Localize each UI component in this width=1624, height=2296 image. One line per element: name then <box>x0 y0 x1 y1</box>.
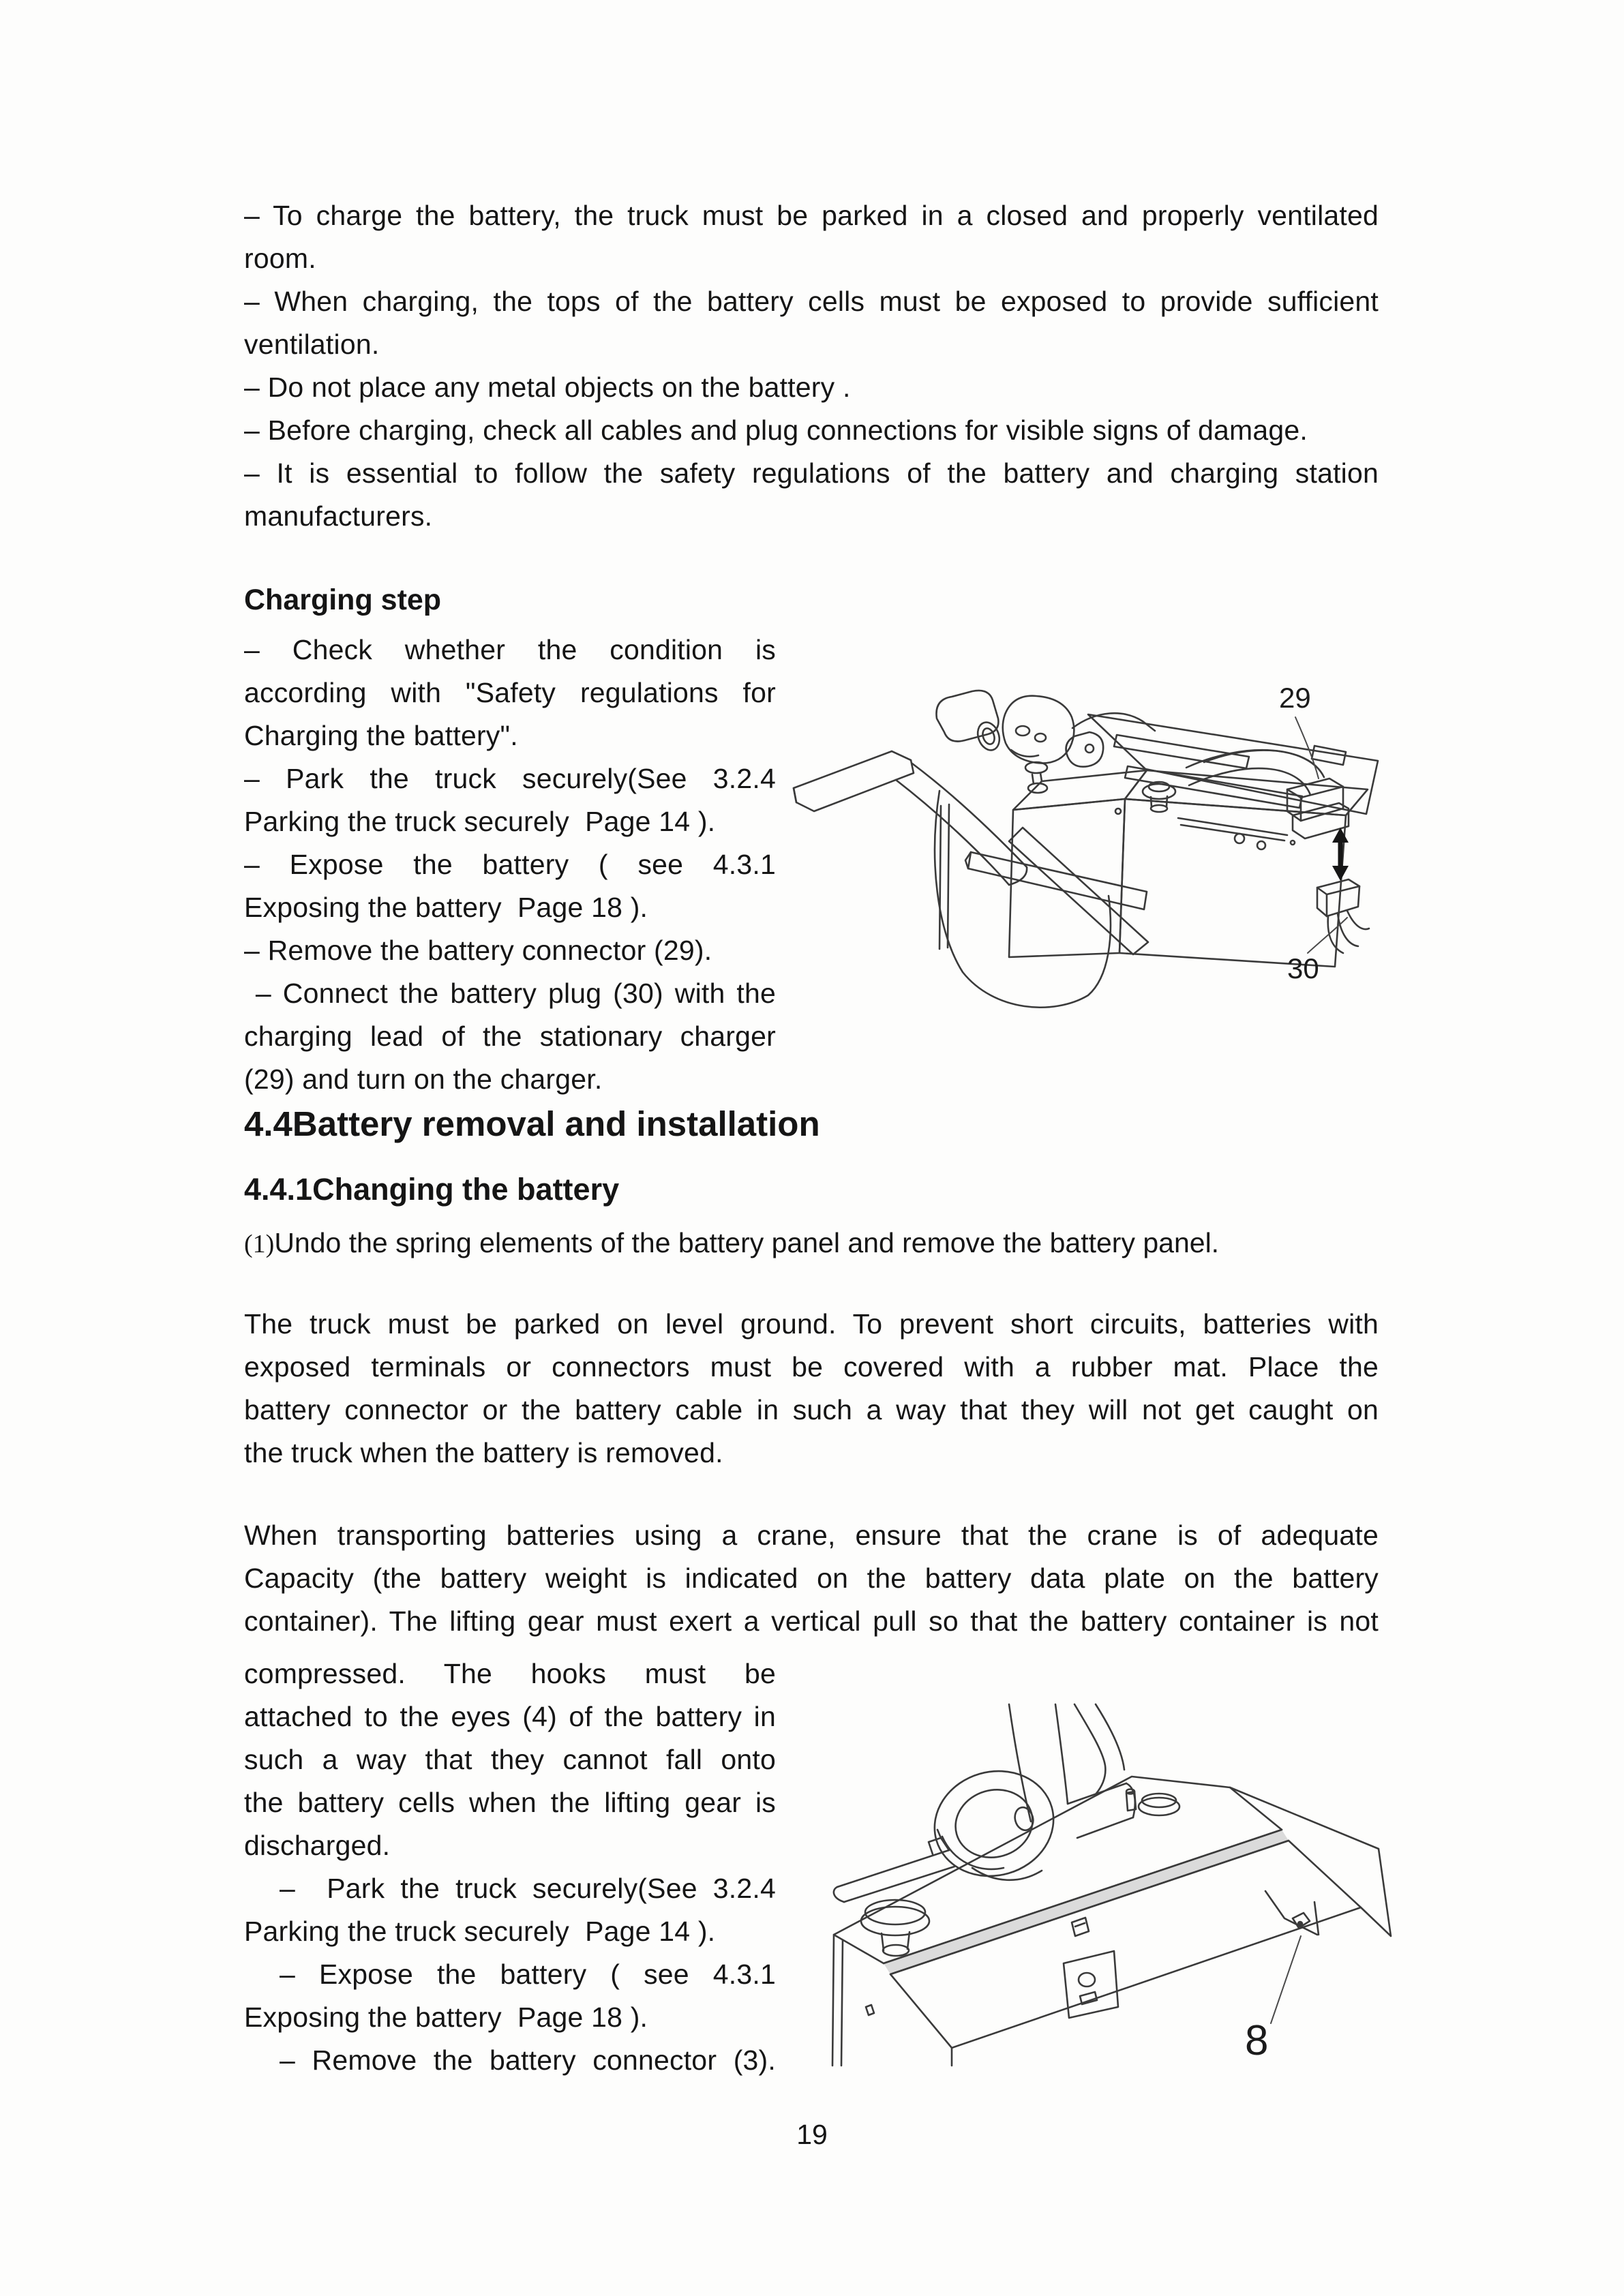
text-line: charging lead of the stationary charger <box>244 1021 776 1052</box>
text-line: battery connector or the battery cable in such a way that they will not get caught on <box>244 1394 1379 1425</box>
text-line: exposed terminals or connectors must be covered with a rubber mat. Place the <box>244 1351 1379 1383</box>
text-line: Exposing the battery Page 18 ). <box>244 892 648 923</box>
text-line: (29) and turn on the charger. <box>244 1063 603 1095</box>
page-number: 19 <box>796 2119 828 2150</box>
text-line: according with "Safety regulations for <box>244 677 776 708</box>
text-line: ventilation. <box>244 329 380 360</box>
figure2-callout-8: 8 <box>1245 2017 1269 2064</box>
battery-removal-steps <box>244 1652 776 2082</box>
text-line: – When charging, the tops of the battery cells must be exposed to provide sufficient <box>244 286 1379 317</box>
section-heading-4-4-1: 4.4.1Changing the battery <box>244 1172 620 1207</box>
text-line: – Remove the battery connector (29). <box>244 935 712 966</box>
text-line: – Connect the battery plug (30) with the <box>244 978 776 1009</box>
text-line: – Park the truck securely(See 3.2.4 <box>244 763 776 794</box>
text-line: room. <box>244 243 316 274</box>
figure-battery-charging-illustration <box>769 634 1410 1016</box>
connect-disconnect-arrow-icon <box>1332 828 1349 881</box>
text-line: Capacity (the battery weight is indicated on the battery data plate on the battery <box>244 1562 1379 1594</box>
text-line: – Before charging, check all cables and plug connections for visible signs of damage. <box>244 414 1308 446</box>
text-line: Exposing the battery Page 18 ). <box>244 2002 648 2033</box>
text-line: such a way that they cannot fall onto <box>244 1744 776 1775</box>
text-line: – Do not place any metal objects on the battery . <box>244 372 851 403</box>
crane-paragraph <box>244 1514 1379 1643</box>
text-line: the truck when the battery is removed. <box>244 1437 723 1468</box>
text-line: Parking the truck securely Page 14 ). <box>244 1916 716 1947</box>
figure-battery-panel-illustration <box>769 1628 1417 2068</box>
level-ground-paragraph <box>244 1303 1379 1475</box>
text-line: – It is essential to follow the safety regulations of the battery and charging station <box>244 457 1379 489</box>
text-line: attached to the eyes (4) of the battery in <box>244 1701 776 1732</box>
numbered-step-1 <box>244 1222 1379 1266</box>
text-line: container). The lifting gear must exert a vertical pull so that the battery container is not <box>244 1605 1379 1637</box>
text-line: the battery cells when the lifting gear is <box>244 1787 776 1818</box>
text-line: – Park the truck securely(See 3.2.4 <box>280 1873 776 1904</box>
charging-step-heading: Charging step <box>244 584 442 616</box>
truck-charging-line-drawing <box>769 634 1410 1016</box>
text-line: – Expose the battery ( see 4.3.1 <box>280 1959 776 1990</box>
step-number: (1) <box>244 1230 275 1258</box>
text-line: – Remove the battery connector (3). <box>280 2044 776 2076</box>
text-line: manufacturers. <box>244 500 433 532</box>
figure1-callout-30: 30 <box>1287 952 1319 984</box>
truck-battery-panel-line-drawing <box>769 1628 1417 2068</box>
charging-step-section <box>244 579 776 1101</box>
text-line: Charging the battery". <box>244 720 518 751</box>
text-line: – Check whether the condition is <box>244 634 776 665</box>
text-line: – Expose the battery ( see 4.3.1 <box>244 849 776 880</box>
step-text: Undo the spring elements of the battery panel and remove the battery panel. <box>274 1227 1220 1258</box>
safety-regulations-list <box>244 194 1379 538</box>
text-line: – To charge the battery, the truck must be parked in a closed and properly ventilated <box>244 200 1379 231</box>
text-line: Parking the truck securely Page 14 ). <box>244 806 716 837</box>
text-line: discharged. <box>244 1830 391 1861</box>
figure1-callout-29: 29 <box>1279 682 1311 714</box>
text-line: When transporting batteries using a crane, ensure that the crane is of adequate <box>244 1520 1379 1551</box>
section-heading-4-4: 4.4Battery removal and installation <box>244 1104 820 1143</box>
text-line: The truck must be parked on level ground. To prevent short circuits, batteries with <box>244 1308 1379 1340</box>
text-line: compressed. The hooks must be <box>244 1658 776 1689</box>
